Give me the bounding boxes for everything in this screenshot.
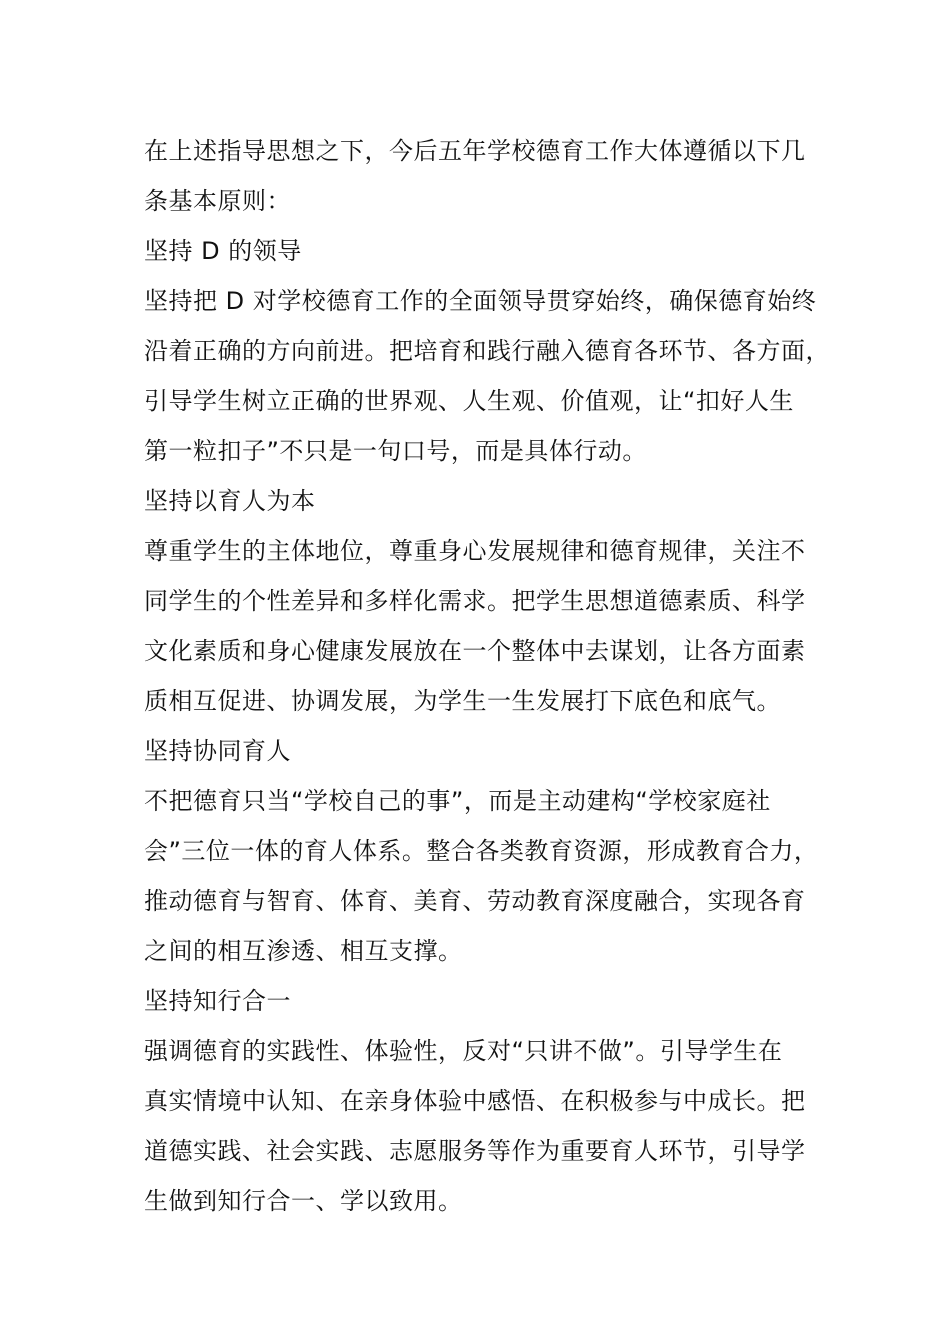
principle-heading-collaboration: 坚持协同育人 (144, 737, 291, 765)
paragraph-line: 质相互促进、协调发展，为学生一生发展打下底色和底气。 (144, 687, 781, 715)
paragraph-line: 之间的相互渗透、相互支撑。 (144, 937, 463, 965)
paragraph-line: 引导学生树立正确的世界观、人生观、价值观，让“扣好人生 (144, 387, 794, 415)
paragraph-line: 会”三位一体的育人体系。整合各类教育资源，形成教育合力， (144, 837, 819, 865)
principle-heading-knowledge-action: 坚持知行合一 (144, 987, 291, 1015)
paragraph-line: 道德实践、社会实践、志愿服务等作为重要育人环节，引导学 (144, 1137, 806, 1165)
paragraph-line: 生做到知行合一、学以致用。 (144, 1187, 463, 1215)
document-body (144, 126, 844, 1226)
paragraph-line: 真实情境中认知、在亲身体验中感悟、在积极参与中成长。把 (144, 1087, 806, 1115)
paragraph-line: 第一粒扣子”不只是一句口号，而是具体行动。 (144, 437, 647, 465)
paragraph-line: 尊重学生的主体地位，尊重身心发展规律和德育规律，关注不 (144, 537, 806, 565)
paragraph-line: 强调德育的实践性、体验性，反对“只讲不做”。引导学生在 (144, 1037, 783, 1065)
paragraph-line: 不把德育只当“学校自己的事”，而是主动建构“学校家庭社 (144, 787, 771, 815)
paragraph-line: 同学生的个性差异和多样化需求。把学生思想道德素质、科学 (144, 587, 806, 615)
intro-line-2: 条基本原则： (144, 187, 291, 215)
principle-heading-people-centered: 坚持以育人为本 (144, 487, 316, 515)
intro-line-1: 在上述指导思想之下，今后五年学校德育工作大体遵循以下几 (144, 137, 806, 165)
paragraph-line: 文化素质和身心健康发展放在一个整体中去谋划，让各方面素 (144, 637, 806, 665)
paragraph-line: 沿着正确的方向前进。把培育和践行融入德育各环节、各方面， (144, 337, 830, 365)
principle-heading-leadership: 坚持 D 的领导 (144, 237, 302, 265)
paragraph-line: 推动德育与智育、体育、美育、劳动教育深度融合，实现各育 (144, 887, 806, 915)
paragraph-line: 坚持把 D 对学校德育工作的全面领导贯穿始终，确保德育始终 (144, 287, 817, 315)
